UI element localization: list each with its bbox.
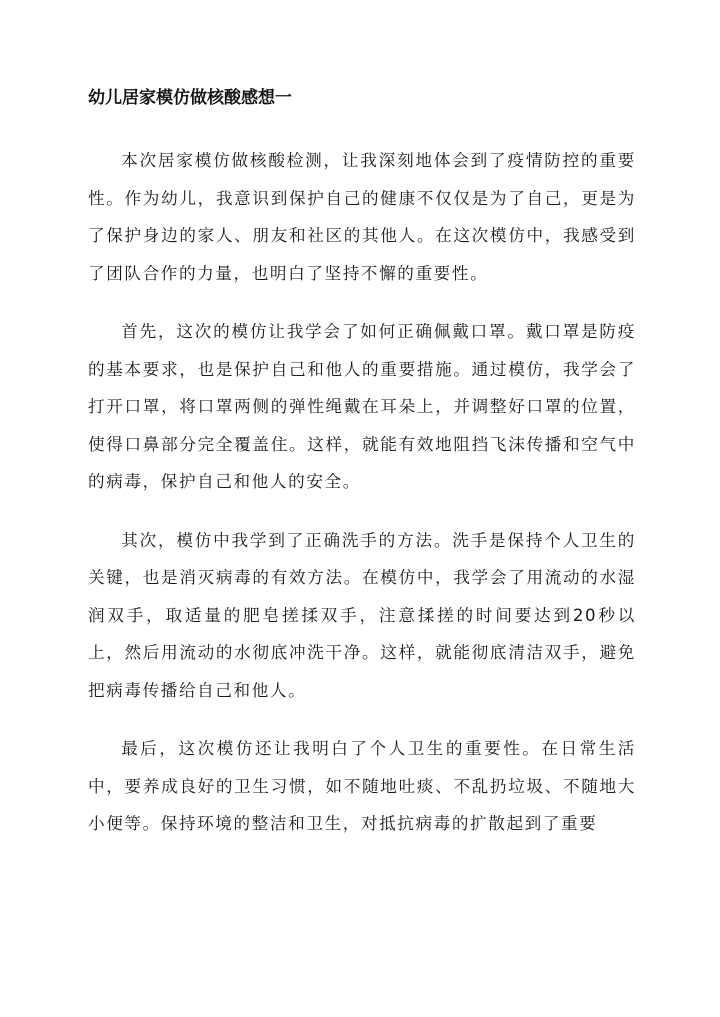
paragraph-4: 最后，这次模仿还让我明白了个人卫生的重要性。在日常生活中，要养成良好的卫生习惯，如不随地吐痰、不乱扔垃圾、不随地大小便等。保持环境的整洁和卫生，对抵抗病毒的扩散起到了重要	[88, 739, 636, 833]
paragraph-2: 首先，这次的模仿让我学会了如何正确佩戴口罩。戴口罩是防疫的基本要求，也是保护自己和他人的重要措施。通过模仿，我学会了打开口罩，将口罩两侧的弹性绳戴在耳朵上，并调整好口罩的位置，使得口鼻部分完全覆盖住。这样，就能有效地阻挡飞沫传播和空气中的病毒，保护自己和他人的安全。	[88, 322, 636, 491]
paragraph-3: 其次，模仿中我学到了正确洗手的方法。洗手是保持个人卫生的关键，也是消灭病毒的有效方法。在模仿中，我学会了用流动的水湿润双手，取适量的肥皂搓揉双手，注意揉搓的时间要达到20秒以上，然后用流动的水彻底冲洗干净。这样，就能彻底清洁双手，避免把病毒传播给自己和他人。	[88, 530, 636, 700]
document-body	[88, 142, 636, 864]
document-title: 幼儿居家模仿做核酸感想一	[88, 88, 292, 108]
paragraph-1: 本次居家模仿做核酸检测，让我深刻地体会到了疫情防控的重要性。作为幼儿，我意识到保护自己的健康不仅仅是为了自己，更是为了保护身边的家人、朋友和社区的其他人。在这次模仿中，我感受到了团队合作的力量，也明白了坚持不懈的重要性。	[88, 151, 636, 283]
